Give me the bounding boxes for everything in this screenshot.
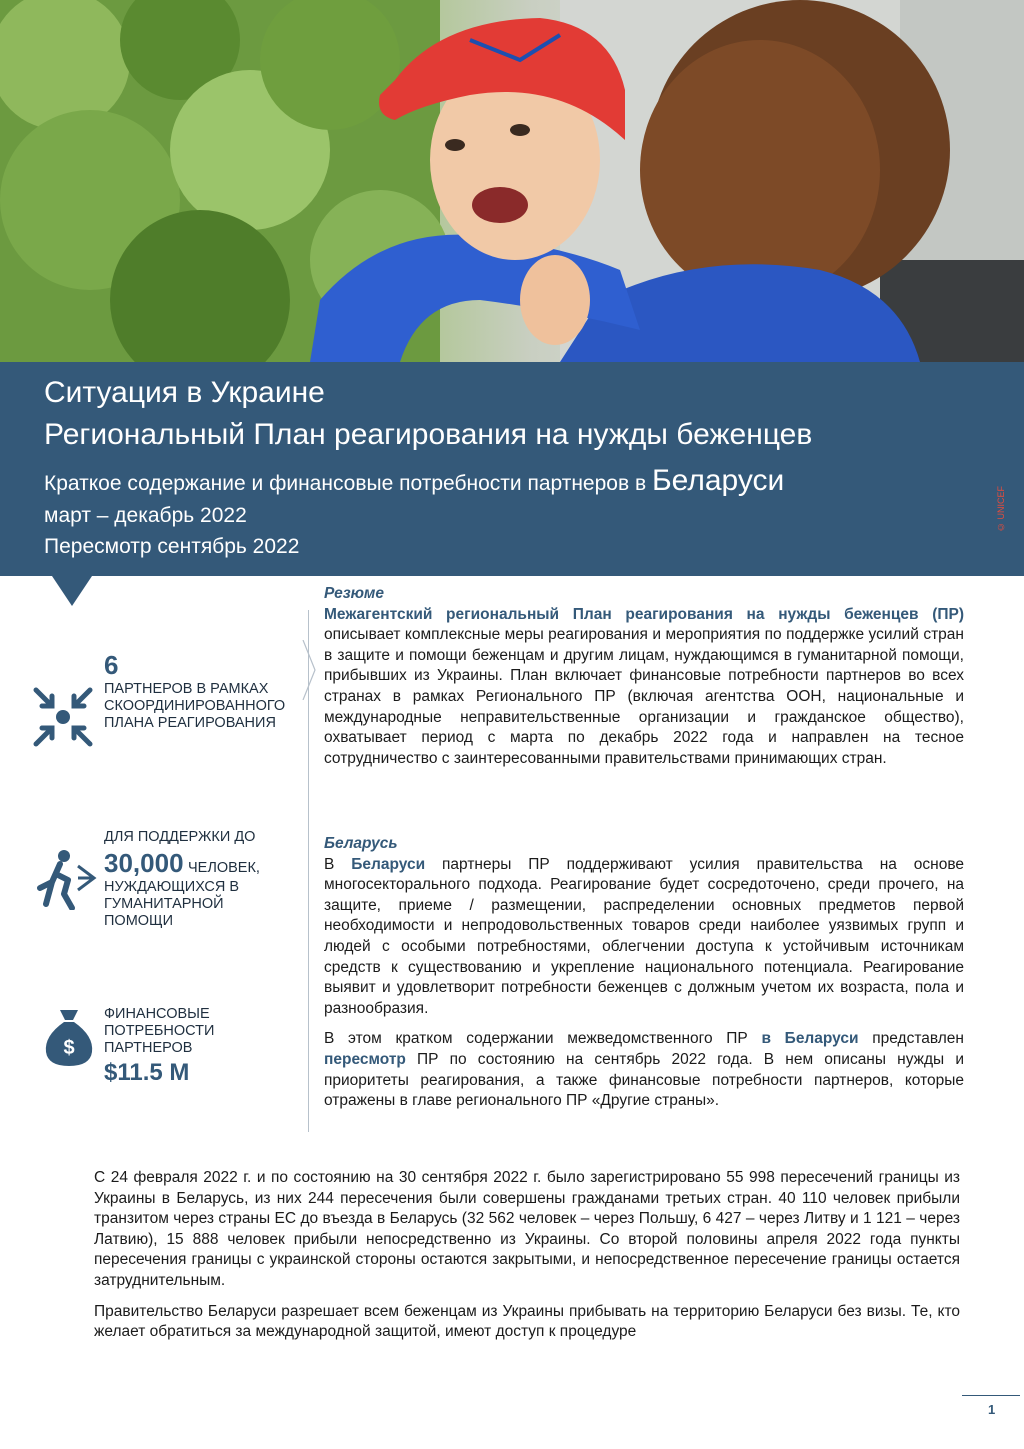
people-count: 30,000	[104, 848, 184, 878]
money-bag-icon	[44, 1006, 94, 1068]
svg-text:$: $	[63, 1037, 75, 1059]
belarus-section	[324, 834, 964, 1112]
person-running-icon	[34, 848, 100, 910]
report-period: март – декабрь 2022	[44, 504, 247, 527]
band-pointer	[52, 576, 92, 606]
summary-heading: Резюме	[324, 585, 384, 602]
report-scope: Краткое содержание и финансовые потребности партнеров в Беларуси	[44, 464, 785, 497]
body-paragraph-2: Правительство Беларуси разрешает всем беженцам из Украины прибывать на территорию Беларуси без визы. Те, кто желает обратиться за международной защитой, имеют доступ к процедуре	[94, 1302, 960, 1341]
people-unit: ЧЕЛОВЕК,	[187, 860, 260, 876]
partners-caption-3: ПЛАНА РЕАГИРОВАНИЯ	[104, 715, 276, 731]
partners-count: 6	[104, 650, 119, 680]
report-revision: Пересмотр сентябрь 2022	[44, 535, 300, 558]
finance-stat	[104, 1006, 214, 1087]
summary-lead: Межагентский региональный План реагирования на нужды беженцев (ПР)	[324, 605, 964, 623]
people-prefix: ДЛЯ ПОДДЕРЖКИ ДО	[104, 829, 256, 845]
people-stat	[104, 829, 260, 930]
country-name: Беларуси	[651, 464, 785, 497]
summary-section	[324, 584, 964, 769]
summary-paragraph: Межагентский региональный План реагирования на нужды беженцев (ПР) описывает комплексные меры реагирования и мероприятия по поддержке усилий стран в защите и помощи беженцам и другим лицам, нуждающимся в гуманитарной помощи, прибывших из Украины. План включает финансовые потребности партнеров во всех странах в рамках Регионального ПР (включая агентства ООН, национальные и международные неправительственные организации и гражданское общество), охватывает период с марта по декабрь 2022 года и направлен на тесное сотрудничество с заинтересованными правительствами принимающих стран.	[324, 605, 964, 767]
page-number: 1	[988, 1402, 996, 1417]
body-text	[94, 1168, 960, 1343]
photo-credit: © UNICEF	[996, 486, 1006, 532]
finance-amount: $11.5 M	[104, 1059, 190, 1086]
hero-photo	[0, 0, 1024, 362]
report-subtitle: Региональный План реагирования на нужды беженцев	[44, 418, 813, 451]
people-caption-2: ГУМАНИТАРНОЙ	[104, 896, 224, 912]
title-band	[0, 362, 1024, 576]
partners-stat	[104, 650, 285, 732]
finance-caption-3: ПАРТНЕРОВ	[104, 1040, 193, 1056]
finance-caption-2: ПОТРЕБНОСТИ	[104, 1023, 215, 1039]
partners-caption-1: ПАРТНЕРОВ В РАМКАХ	[104, 681, 269, 697]
partners-caption-2: СКООРДИНИРОВАННОГО	[104, 698, 286, 714]
belarus-paragraph-1: В Беларуси партнеры ПР поддерживают усилия правительства на основе многосекторального подхода. Реагирование будет сосредоточено, среди прочего, на защите, приеме / размещении, распределении основных предметов первой необходимости и непродовольственных товаров среди наиболее уязвимых групп и людей с особыми потребностями, облегчении доступа к устойчивым источникам средств к существованию и укрепление национального потенциала. Реагирование выявит и удовлетворит потребности беженцев с должным учетом их возраста, пола и разнообразия.	[324, 855, 965, 1017]
people-caption-3: ПОМОЩИ	[104, 913, 174, 929]
page-number-rule	[962, 1395, 1020, 1396]
body-paragraph-1: С 24 февраля 2022 г. и по состоянию на 30 сентября 2022 г. было зарегистрировано 55 998 пересечений границы из Украины в Беларусь, из них 244 пересечения были совершены гражданами третьих стран. 40 110 человек прибыли транзитом через страны ЕС до въезда в Беларусь (32 562 человек – через Польшу, 6 427 – через Литву и 1 121 – через Латвию), 15 888 человек прибыли непосредственно из Украины. Со второй половины апреля 2022 года пункты пересечения границы с украинской стороны остаются закрытыми, и непосредственное пересечение границы остается затруднительным.	[94, 1169, 960, 1289]
people-caption-1: НУЖДАЮЩИХСЯ В	[104, 879, 240, 895]
report-title: Ситуация в Украине	[44, 376, 325, 409]
revision-link[interactable]: пересмотр	[324, 1050, 406, 1068]
belarus-paragraph-2: В этом кратком содержании межведомственного ПР в Беларуси представлен пересмотр ПР по состоянию на сентябрь 2022 года. В нем описаны нужды и приоритеты реагирования, а также финансовые потребности партнеров, которые отражены в главе регионального ПР «Другие страны».	[324, 1030, 964, 1110]
photo-children-icon	[0, 0, 1024, 362]
finance-caption-1: ФИНАНСОВЫЕ	[104, 1006, 210, 1022]
coordination-arrows-icon	[30, 684, 96, 750]
belarus-heading: Беларусь	[324, 835, 398, 852]
divider-chevron-icon	[302, 640, 316, 700]
